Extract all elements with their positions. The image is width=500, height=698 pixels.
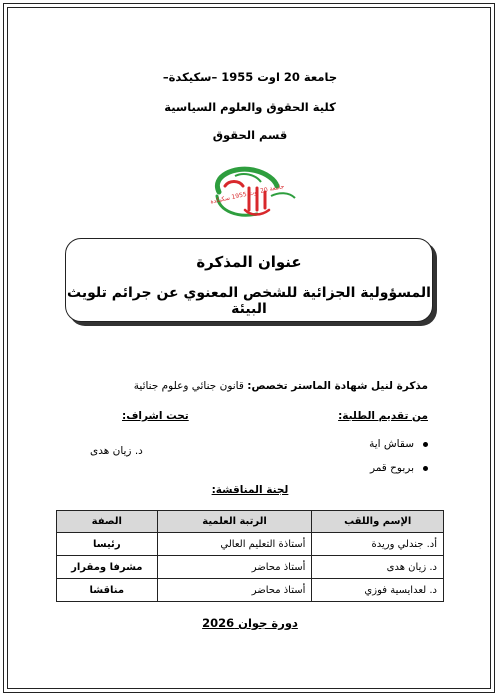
committee-heading: لجنة المناقشة: <box>211 484 289 496</box>
logo-text: جامعة 20 أوت 1955 سكيكدة <box>209 182 285 206</box>
thesis-title-label: عنوان المذكرة <box>196 253 302 271</box>
column-header-role: الصفة <box>57 511 158 533</box>
degree-statement <box>134 380 428 392</box>
degree-prefix: مذكرة لنيل شهادة الماستر تخصص: <box>247 380 428 392</box>
member-role: رئيسا <box>57 533 158 556</box>
department-name: قسم الحقوق <box>212 128 288 142</box>
member-rank: أستاذة التعليم العالي <box>157 533 312 556</box>
column-header-name: الإسم واللقب <box>312 511 444 533</box>
member-role: مناقشا <box>57 579 158 602</box>
member-name: د. زيان هدى <box>312 556 444 579</box>
table-row <box>57 556 444 579</box>
table-header-row <box>57 511 444 533</box>
table-row <box>57 533 444 556</box>
university-logo <box>205 162 300 222</box>
university-name: جامعة 20 اوت 1955 –سكيكدة– <box>162 70 338 84</box>
list-item <box>369 462 428 486</box>
students-list <box>369 438 428 486</box>
supervisor-name: د. زيان هدى <box>90 445 143 457</box>
thesis-title-box <box>65 238 433 322</box>
session-label: دورة جوان 2026 <box>202 616 298 630</box>
table-row <box>57 579 444 602</box>
member-role: مشرفا ومقرار <box>57 556 158 579</box>
member-rank: أستاذ محاضر <box>157 556 312 579</box>
member-rank: أستاذ محاضر <box>157 579 312 602</box>
member-name: أد. جندلي وريدة <box>312 533 444 556</box>
member-name: د. لعدايسية فوزي <box>312 579 444 602</box>
supervision-heading: تحت اشراف: <box>122 410 189 422</box>
student-name: بربوح قمر <box>369 462 414 474</box>
column-header-rank: الرتبة العلمية <box>157 511 312 533</box>
students-heading: من تقديم الطلبة: <box>338 410 428 422</box>
thesis-title: المسؤولية الجزائية للشخص المعنوي عن جرائم تلويث البيئة <box>67 285 431 317</box>
degree-specialty: قانون جنائي وعلوم جنائية <box>133 380 248 392</box>
faculty-name: كلية الحقوق والعلوم السياسية <box>164 100 336 114</box>
committee-table <box>56 510 444 602</box>
bullet-icon <box>423 466 428 471</box>
student-name: سقاش اية <box>369 438 414 450</box>
bullet-icon <box>423 442 428 447</box>
list-item <box>369 438 428 462</box>
